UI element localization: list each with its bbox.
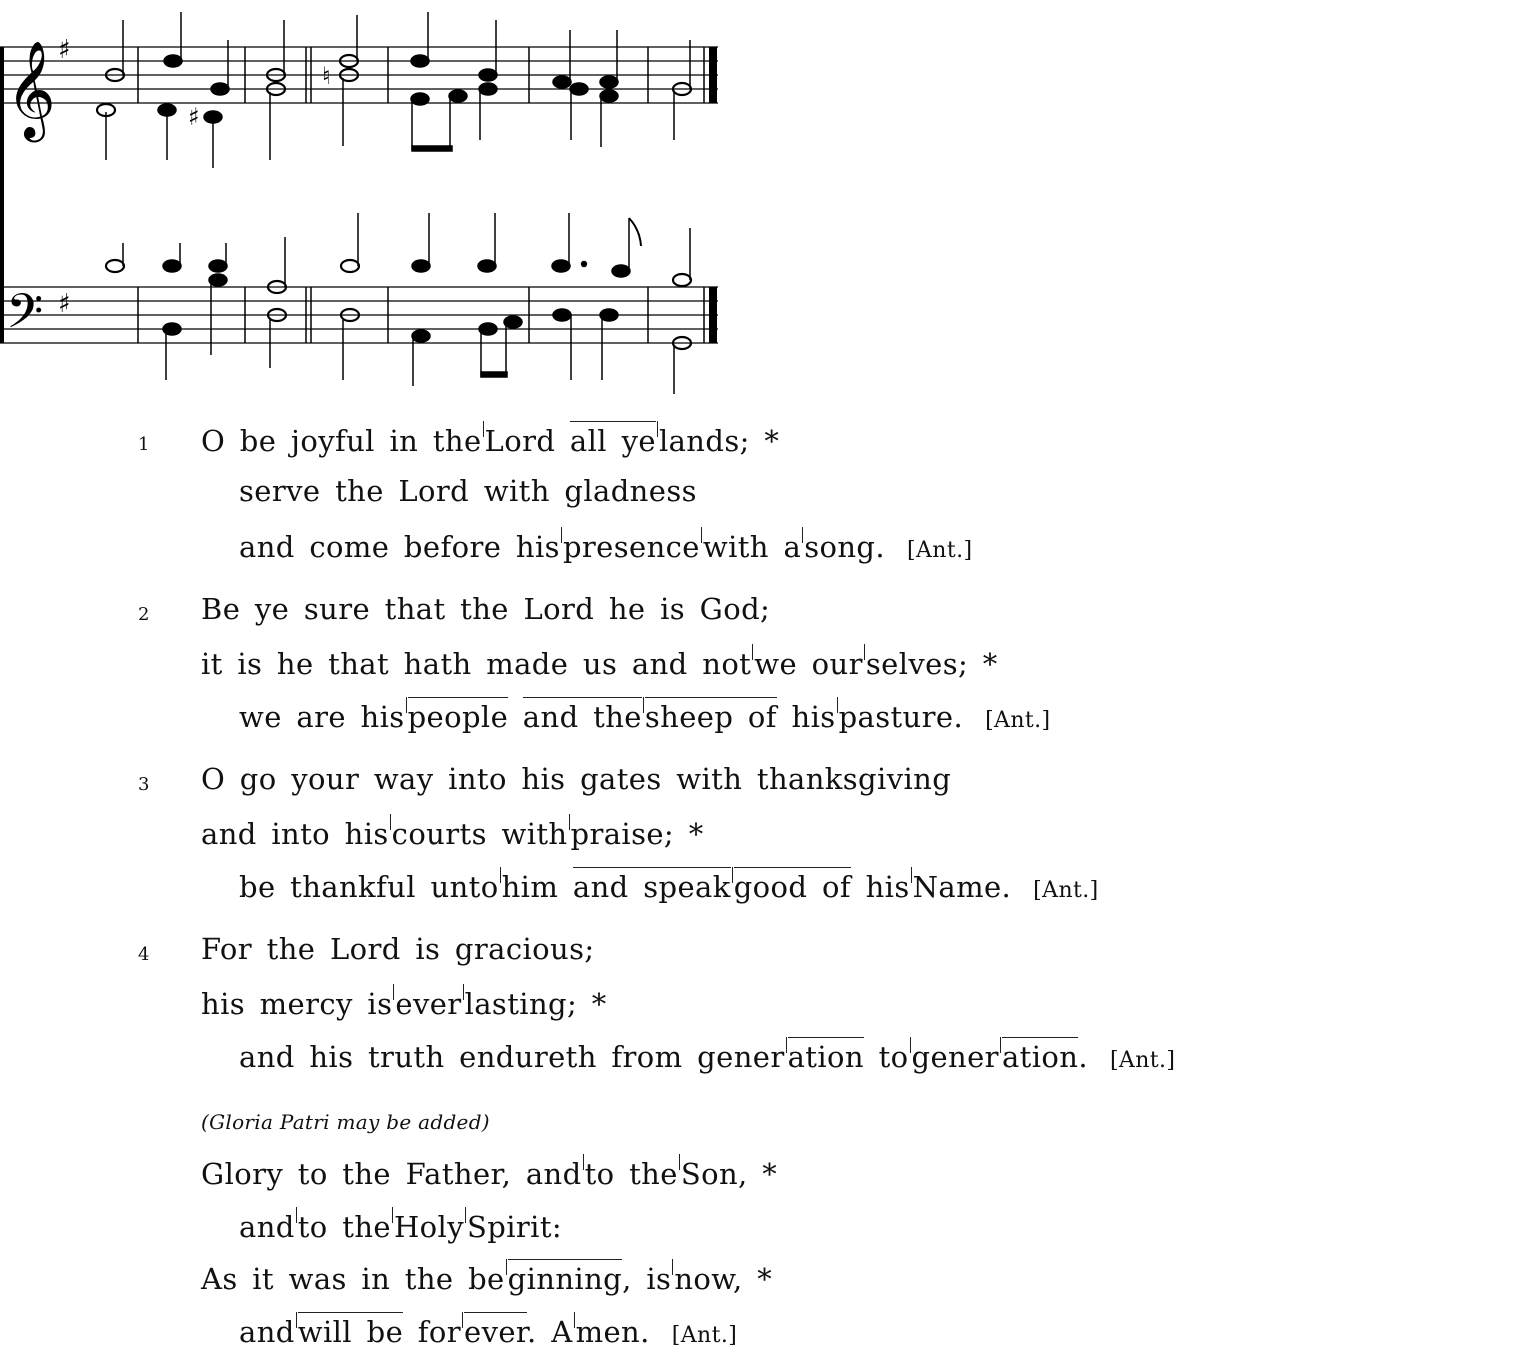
- verse-line: his mercy is ever lasting; *: [201, 984, 607, 1021]
- gloria-line: and to the Holy Spirit:: [239, 1207, 562, 1244]
- antiphon-marker: [Ant.]: [671, 1323, 738, 1348]
- pointing-mark: [569, 814, 570, 830]
- pointing-mark: [390, 814, 391, 830]
- pointing-mark: [672, 1259, 673, 1275]
- syllable-arc: people: [408, 697, 509, 734]
- pointing-mark: [406, 697, 407, 713]
- syllable-arc: all ye: [570, 421, 656, 458]
- pointing-mark: [701, 527, 702, 543]
- antiphon-marker: [Ant.]: [1033, 878, 1099, 903]
- gloria-line: Glory to the Father, and to the Son, *: [201, 1154, 777, 1191]
- svg-text:♯: ♯: [58, 35, 71, 65]
- svg-text:♮: ♮: [322, 62, 331, 90]
- pointing-mark: [392, 1207, 393, 1223]
- pointing-mark: [732, 867, 733, 883]
- svg-text:♯: ♯: [188, 103, 200, 131]
- svg-text:𝄞: 𝄞: [6, 40, 56, 138]
- pointing-mark: [864, 644, 865, 660]
- pointing-mark: [583, 1154, 584, 1170]
- pointing-mark: [393, 984, 394, 1000]
- svg-text:♯: ♯: [58, 289, 71, 319]
- verse-line: and his truth endureth from gener ation to gener ation. [Ant.]: [239, 1037, 1175, 1074]
- verse-line: serve the Lord with gladness: [239, 474, 697, 508]
- verse-line: be thankful unto him and speak good of his Name. [Ant.]: [239, 867, 1099, 904]
- music-score: [0, 0, 730, 400]
- pointing-mark: [465, 1207, 466, 1223]
- pointing-mark: [296, 1207, 297, 1223]
- verse-number: 4: [138, 944, 150, 965]
- syllable-arc: will be: [298, 1312, 403, 1349]
- pointing-mark: [574, 1312, 575, 1328]
- antiphon-marker: [Ant.]: [985, 708, 1051, 733]
- verse-line: and into his courts with praise; *: [201, 814, 704, 851]
- pointing-mark: [483, 421, 484, 437]
- syllable-arc: and speak: [573, 867, 731, 904]
- syllable-arc: ever: [464, 1312, 527, 1349]
- pointing-mark: [462, 1312, 463, 1328]
- verse-line: Be ye sure that the Lord he is God;: [201, 592, 771, 626]
- pointing-mark: [910, 1037, 911, 1053]
- verse-line: O go your way into his gates with thanksgiving: [201, 762, 952, 796]
- svg-text:𝄢: 𝄢: [6, 283, 44, 351]
- antiphon-marker: [Ant.]: [907, 538, 973, 563]
- gloria-line: As it was in the be ginning, is now, *: [201, 1259, 772, 1296]
- antiphon-marker: [Ant.]: [1109, 1048, 1176, 1073]
- verse-number: 3: [138, 774, 150, 795]
- syllable-arc: and the: [523, 697, 642, 734]
- pointing-mark: [296, 1312, 297, 1328]
- pointing-mark: [1000, 1037, 1001, 1053]
- pointing-mark: [643, 697, 644, 713]
- verse-number: 1: [138, 434, 150, 455]
- syllable-arc: ginning: [508, 1259, 623, 1296]
- verse-line: and come before his presence with a song. [Ant.]: [239, 527, 972, 564]
- pointing-mark: [561, 527, 562, 543]
- pointing-mark: [463, 984, 464, 1000]
- syllable-arc: good of: [734, 867, 851, 904]
- pointing-mark: [786, 1037, 787, 1053]
- pointing-mark: [679, 1154, 680, 1170]
- pointing-mark: [752, 644, 753, 660]
- verse-line: it is he that hath made us and not we our selves; *: [201, 644, 998, 681]
- gloria-note: (Gloria Patri may be added): [201, 1110, 490, 1134]
- verse-line: For the Lord is gracious;: [201, 932, 595, 966]
- pointing-mark: [911, 867, 912, 883]
- pointing-mark: [802, 527, 803, 543]
- syllable-arc: ation: [1002, 1037, 1078, 1074]
- pointing-mark: [657, 421, 658, 437]
- verse-line: we are his people and the sheep of his pasture. [Ant.]: [239, 697, 1051, 734]
- verse-line: O be joyful in the Lord all ye lands; *: [201, 421, 779, 458]
- syllable-arc: ation: [788, 1037, 864, 1074]
- verse-number: 2: [138, 604, 150, 625]
- pointing-mark: [837, 697, 838, 713]
- pointing-mark: [506, 1259, 507, 1275]
- syllable-arc: sheep of: [645, 697, 777, 734]
- pointing-mark: [500, 867, 501, 883]
- gloria-line: and will be for ever. A men. [Ant.]: [239, 1312, 737, 1349]
